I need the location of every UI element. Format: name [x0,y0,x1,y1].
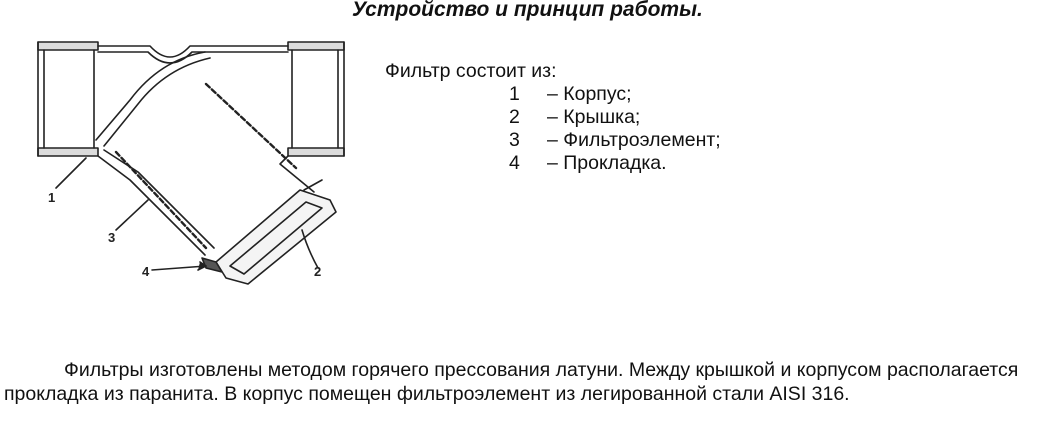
legend-item-number: 1 [509,83,520,105]
callout-2: 2 [314,264,322,279]
legend-item-number: 4 [509,152,520,174]
callout-4: 4 [142,264,150,279]
legend-item [385,152,667,175]
legend-item-number: 3 [509,129,520,151]
legend-item-text: – Прокладка. [547,152,667,174]
description-paragraph: Фильтры изготовлены методом горячего прессования латуни. Между крышкой и корпусом располагается прокладка из паранита. В корпус помещен фильтроэлемент из легированной стали AISI 316. [4,359,1019,405]
components-legend [385,60,721,175]
legend-item-text: – Фильтроэлемент; [547,129,721,151]
callout-1: 1 [48,190,56,205]
y-strainer-diagram [30,30,350,300]
legend-item [385,106,641,129]
filter-element [116,152,206,248]
callout-3: 3 [108,230,116,245]
legend-item-text: – Крышка; [547,106,641,128]
legend-item-text: – Корпус; [547,83,632,105]
page-title: Устройство и принцип работы. [352,0,703,21]
legend-item-number: 2 [509,106,520,128]
legend-item [385,129,721,152]
legend-item [385,83,632,106]
outlet-pipe [288,42,344,156]
legend-intro: Фильтр состоит из: [385,60,557,82]
inlet-pipe [38,42,98,156]
